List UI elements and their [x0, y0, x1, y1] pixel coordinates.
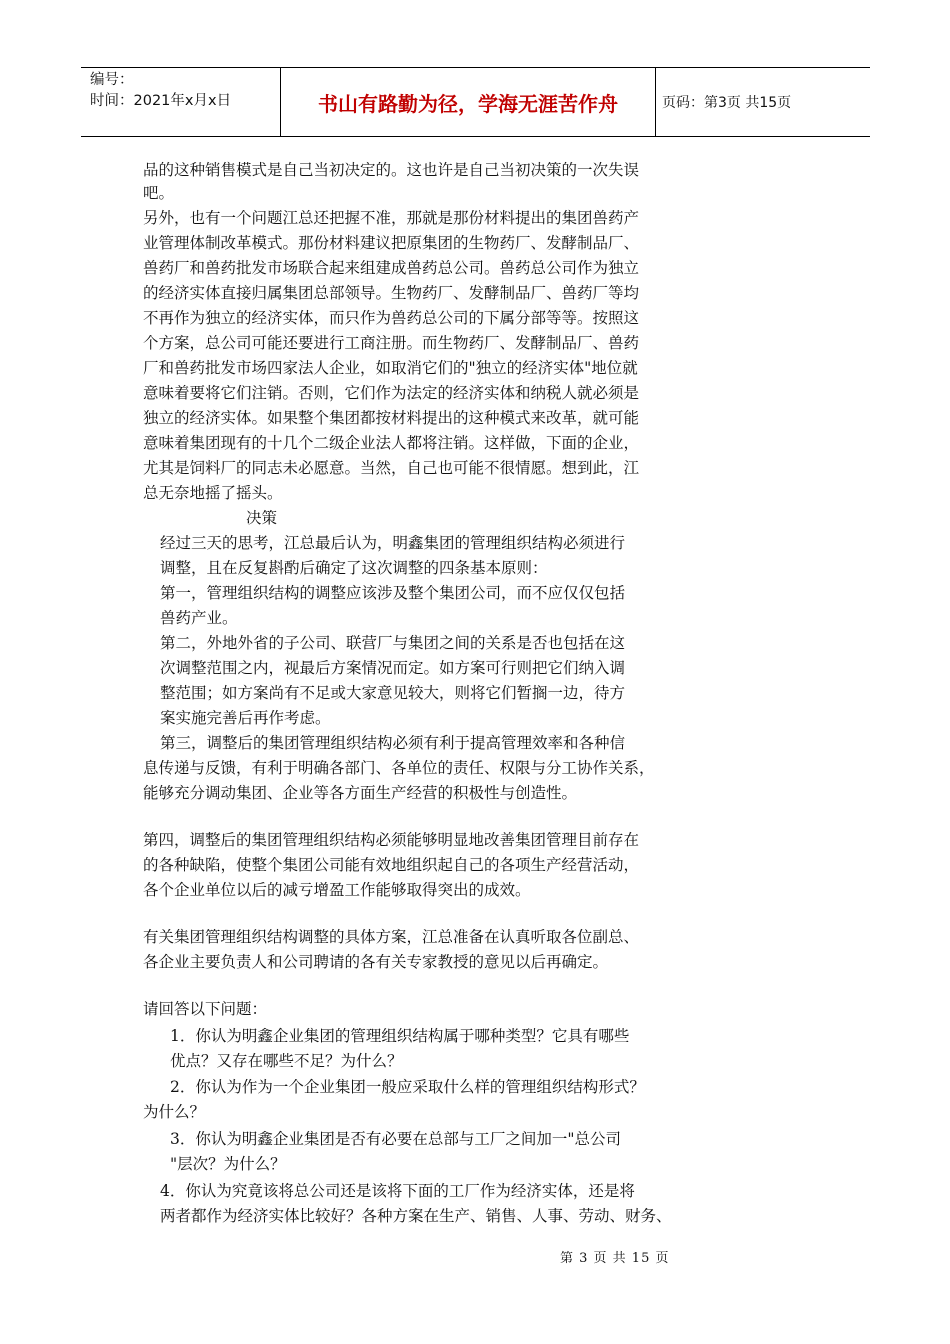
question-line: 两者都作为经济实体比较好？各种方案在生产、销售、人事、劳动、财务、: [160, 1207, 672, 1225]
document-time-label: 时间：2021年x月x日: [90, 93, 232, 109]
body-line: 息传递与反馈，有利于明确各部门、各单位的责任、权限与分工协作关系，: [143, 759, 655, 777]
header-left-cell: [81, 68, 281, 136]
body-line: 个方案，总公司可能还要进行工商注册。而生物药厂、发酵制品厂、兽药: [143, 334, 640, 352]
body-line: 意味着集团现有的十几个二级企业法人都将注销。这样做，下面的企业，: [143, 434, 640, 452]
body-line: 的各种缺陷，使整个集团公司能有效地组织起自己的各项生产经营活动，: [143, 856, 640, 874]
question-line: 为什么？: [143, 1103, 206, 1121]
body-line: 第二，外地外省的子公司、联营厂与集团之间的关系是否也包括在这: [160, 634, 626, 652]
body-line: 有关集团管理组织结构调整的具体方案，江总准备在认真听取各位副总、: [143, 928, 640, 946]
body-line: 各个企业单位以后的减亏增盈工作能够取得突出的成效。: [143, 881, 531, 899]
body-line: 总无奈地摇了摇头。: [143, 484, 283, 502]
body-line: 尤其是饲料厂的同志未必愿意。当然，自己也可能不很情愿。想到此，江: [143, 459, 640, 477]
question-line: 3．你认为明鑫企业集团是否有必要在总部与工厂之间加一"总公司: [170, 1130, 621, 1148]
body-line: 意味着要将它们注销。否则，它们作为法定的经济实体和纳税人就必须是: [143, 384, 640, 402]
header-page-info: 页码：第3页 共15页: [662, 95, 792, 111]
body-line: 吧。: [143, 184, 175, 202]
body-line: 经过三天的思考，江总最后认为，明鑫集团的管理组织结构必须进行: [160, 534, 626, 552]
question-line: "层次？为什么？: [170, 1155, 286, 1173]
document-number-label: 编号：: [90, 72, 134, 88]
body-line: 不再作为独立的经济实体，而只作为兽药总公司的下属分部等等。按照这: [143, 309, 640, 327]
body-line: 整范围；如方案尚有不足或大家意见较大，则将它们暂搁一边，待方: [160, 684, 626, 702]
body-line: 调整，且在反复斟酌后确定了这次调整的四条基本原则：: [160, 559, 548, 577]
body-line: 独立的经济实体。如果整个集团都按材料提出的这种模式来改革，就可能: [143, 409, 640, 427]
header-table: [81, 67, 870, 137]
page-footer: 第 3 页 共 15 页: [560, 1251, 670, 1266]
body-line: 能够充分调动集团、企业等各方面生产经营的积极性与创造性。: [143, 784, 578, 802]
body-line: 请回答以下问题：: [143, 1000, 268, 1018]
body-line: 次调整范围之内，视最后方案情况而定。如方案可行则把它们纳入调: [160, 659, 626, 677]
question-line: 优点？又存在哪些不足？为什么？: [170, 1052, 403, 1070]
body-line: 业管理体制改革模式。那份材料建议把原集团的生物药厂、发酵制品厂、: [143, 234, 640, 252]
question-line: 2．你认为作为一个企业集团一般应采取什么样的管理组织结构形式？: [170, 1078, 645, 1096]
body-line: 厂和兽药批发市场四家法人企业，如取消它们的"独立的经济实体"地位就: [143, 359, 638, 377]
body-line: 第一，管理组织结构的调整应该涉及整个集团公司，而不应仅仅包括: [160, 584, 626, 602]
body-line: 的经济实体直接归属集团总部领导。生物药厂、发酵制品厂、兽药厂等均: [143, 284, 640, 302]
body-line: 第三，调整后的集团管理组织结构必须有利于提高管理效率和各种信: [160, 734, 626, 752]
body-line: 案实施完善后再作考虑。: [160, 709, 331, 727]
section-heading: 决策: [246, 509, 278, 527]
header-motto: 书山有路勤为径，学海无涯苦作舟: [281, 68, 656, 136]
question-line: 4．你认为究竟该将总公司还是该将下面的工厂作为经济实体，还是将: [160, 1182, 635, 1200]
body-line: 另外，也有一个问题江总还把握不准，那就是那份材料提出的集团兽药产: [143, 209, 640, 227]
question-line: 1．你认为明鑫企业集团的管理组织结构属于哪种类型？它具有哪些: [170, 1027, 630, 1045]
body-line: 兽药厂和兽药批发市场联合起来组建成兽药总公司。兽药总公司作为独立: [143, 259, 640, 277]
body-line: 第四，调整后的集团管理组织结构必须能够明显地改善集团管理目前存在: [143, 831, 640, 849]
body-line: 品的这种销售模式是自己当初决定的。这也许是自己当初决策的一次失误: [143, 161, 640, 179]
body-line: 各企业主要负责人和公司聘请的各有关专家教授的意见以后再确定。: [143, 953, 609, 971]
body-line: 兽药产业。: [160, 609, 238, 627]
